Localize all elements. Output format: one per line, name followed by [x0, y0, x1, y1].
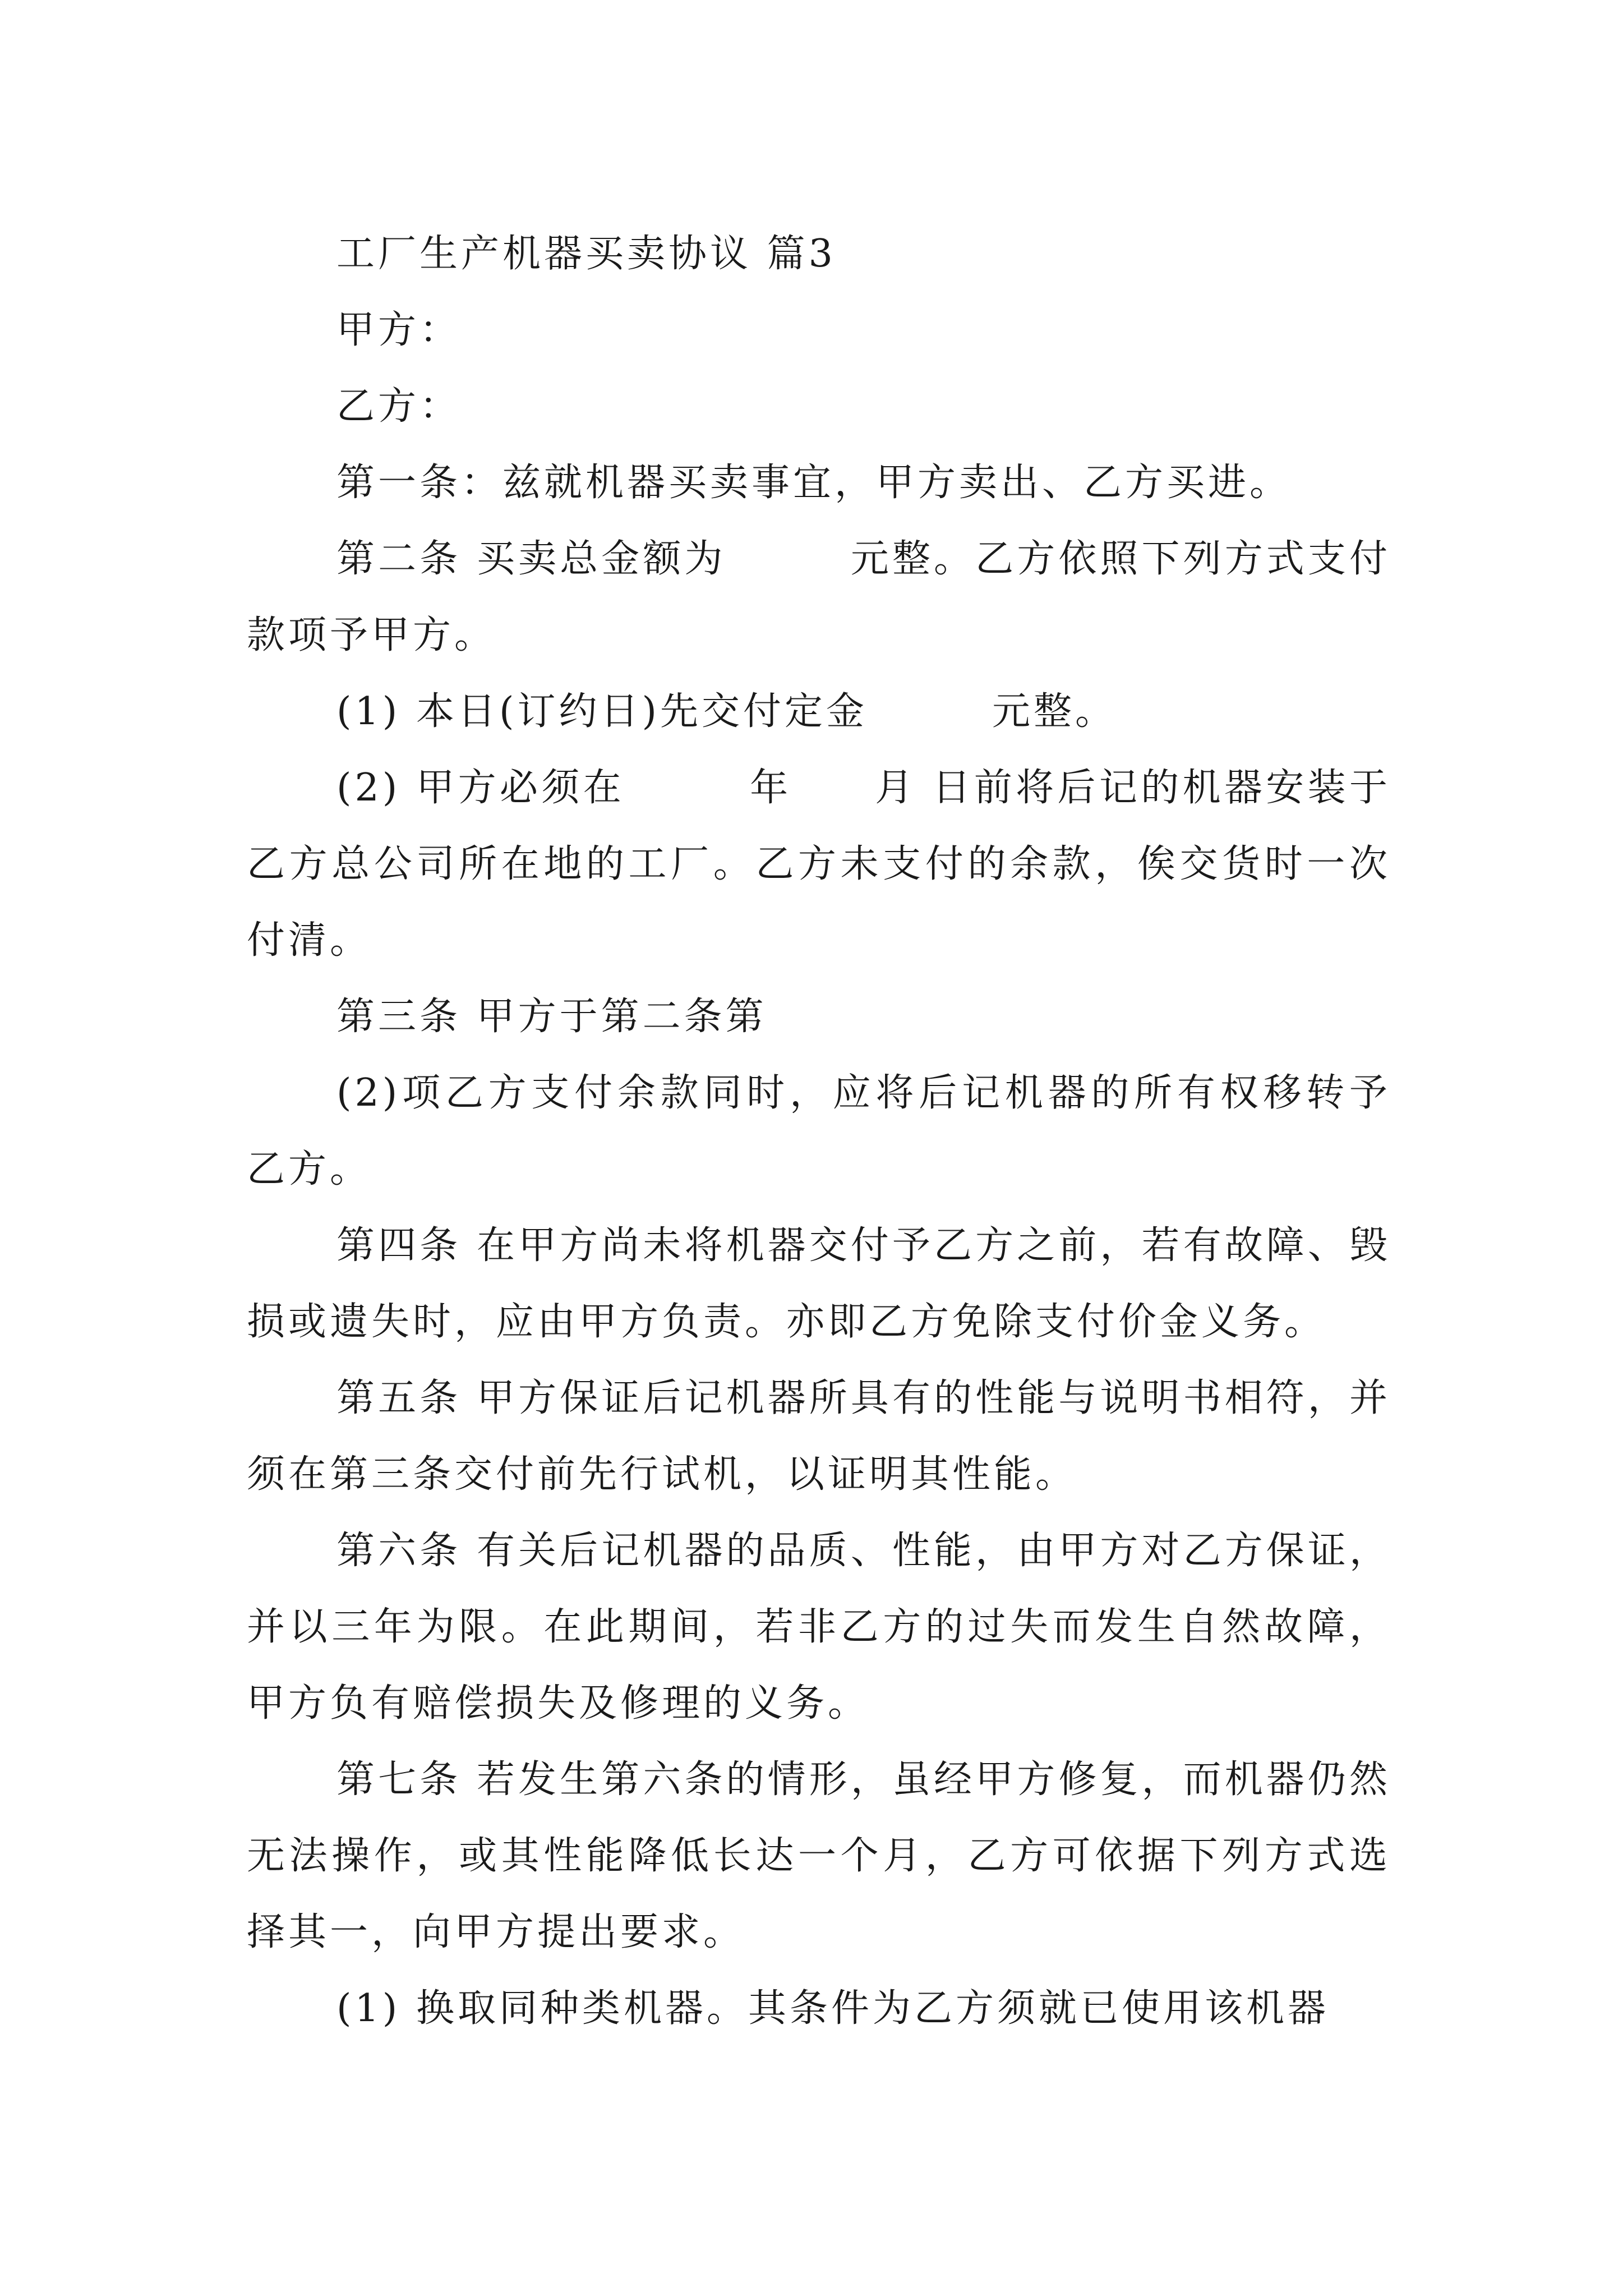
- article-3-continued: (2)项乙方支付余款同时，应将后记机器的所有权移转予乙方。: [247, 1071, 1391, 1191]
- document-title: 工厂生产机器买卖协议 篇3: [336, 232, 836, 276]
- article-6: 第六条 有关后记机器的品质、性能，由甲方对乙方保证，并以三年为限。在此期间，若非乙方的过失而发生自然故障，甲方负有赔偿损失及修理的义务。: [247, 1529, 1391, 1726]
- article-1: 第一条：兹就机器买卖事宜，甲方卖出、乙方买进。: [336, 461, 1292, 505]
- article-2-item-2: (2) 甲方必须在 年 月 日前将后记的机器安装于乙方总公司所在地的工厂。乙方未支付的余款，俟交货时一次付清。: [247, 766, 1391, 963]
- article-7: 第七条 若发生第六条的情形，虽经甲方修复，而机器仍然无法操作，或其性能降低长达一个月，乙方可依据下列方式选择其一，向甲方提出要求。: [247, 1757, 1391, 1954]
- article-4: 第四条 在甲方尚未将机器交付予乙方之前，若有故障、毁损或遗失时，应由甲方负责。亦即乙方免除支付价金义务。: [247, 1223, 1391, 1344]
- party-a-line: 甲方：: [336, 308, 462, 352]
- article-2: 第二条 买卖总金额为 元整。乙方依照下列方式支付款项予甲方。: [247, 537, 1391, 657]
- document-body: [247, 216, 1391, 2047]
- party-b-line: 乙方：: [336, 384, 462, 429]
- article-2-item-1: (1) 本日(订约日)先交付定金 元整。: [336, 689, 1117, 734]
- article-5: 第五条 甲方保证后记机器所具有的性能与说明书相符，并须在第三条交付前先行试机，以证明其性能。: [247, 1376, 1391, 1497]
- article-7-item-1: (1) 换取同种类机器。其条件为乙方须就已使用该机器: [336, 1986, 1329, 2031]
- article-3: 第三条 甲方于第二条第: [336, 995, 767, 1039]
